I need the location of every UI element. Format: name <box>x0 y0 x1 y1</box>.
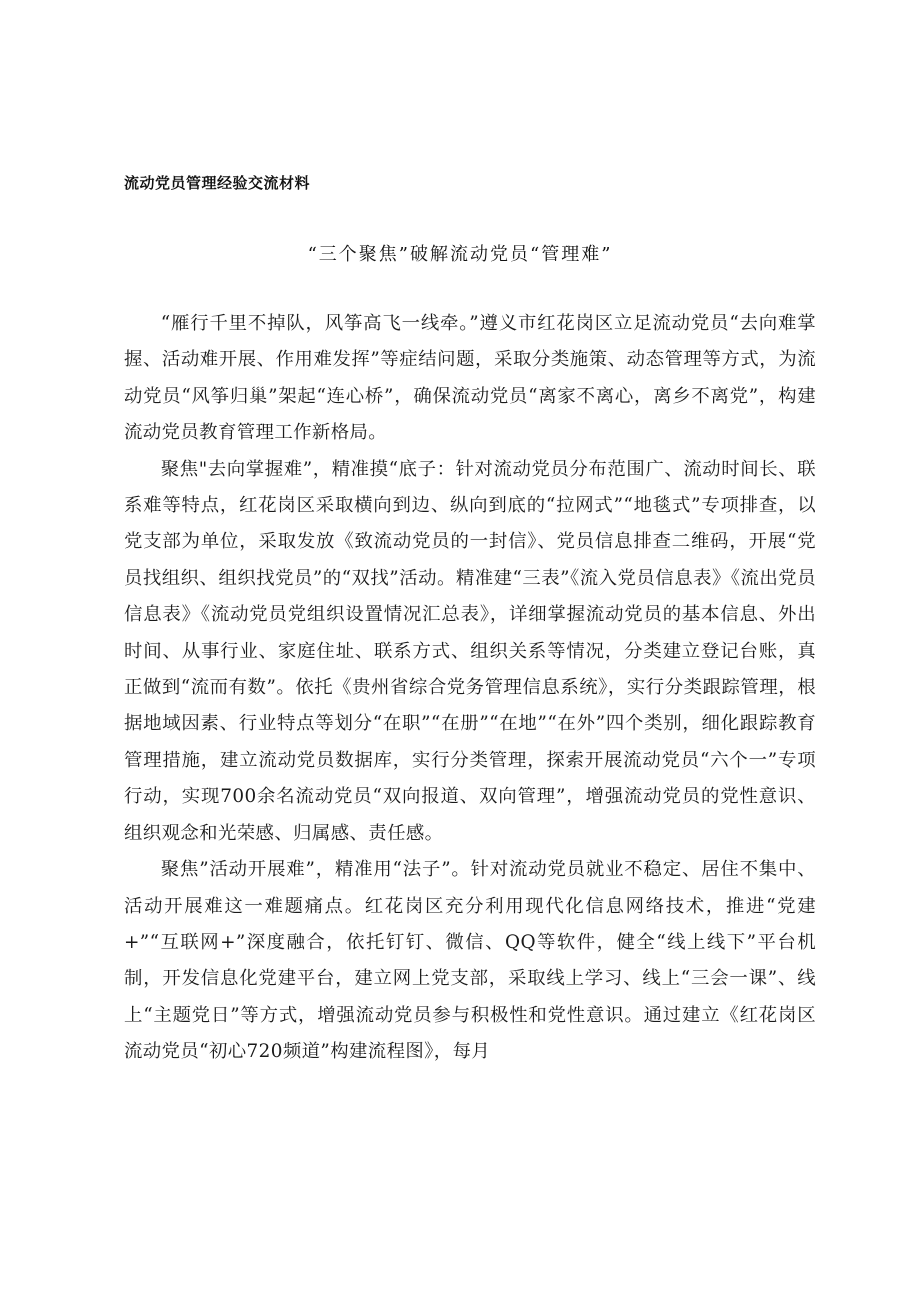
paragraph-focus-activities: 聚焦”活动开展难”，精准用“法子”。针对流动党员就业不稳定、居住不集中、活动开展难这一难题痛点。红花岗区充分利用现代化信息网络技术，推进“党建+”“互联网+”深度融合，依托钉钉、微信、QQ等软件，健全“线上线下”平台机制，开发信息化党建平台，建立网上党支部，采取线上学习、线上“三会一课”、线上“主题党日”等方式，增强流动党员参与积极性和党性意识。通过建立《红花岗区流动党员“初心720频道”构建流程图》，每月 <box>124 859 816 1063</box>
paragraph-intro: “雁行千里不掉队，风筝高飞一线牵。”遵义市红花岗区立足流动党员“去向难掌握、活动难开展、作用难发挥”等症结问题，采取分类施策、动态管理等方式，为流动党员“风筝归巢”架起“连心桥”，确保流动党员“离家不离心，离乡不离党”，构建流动党员教育管理工作新格局。 <box>124 313 816 444</box>
document-label: 流动党员管理经验交流材料 <box>124 174 311 192</box>
paragraph-focus-whereabouts: 聚焦"去向掌握难”，精准摸“底子：针对流动党员分布范围广、流动时间长、联系难等特点，红花岗区采取横向到边、纵向到底的“拉网式”“地毯式”专项排查，以党支部为单位，采取发放《致流动党员的一封信》、党员信息排查二维码，开展“党员找组织、组织找党员”的“双找”活动。精准建“三表”《流入党员信息表》《流出党员信息表》《流动党员党组织设置情况汇总表》，详细掌握流动党员的基本信息、外出时间、从事行业、家庭住址、联系方式、组织关系等情况，分类建立登记台账，真正做到“流而有数”。依托《贵州省综合党务管理信息系统》，实行分类跟踪管理，根据地域因素、行业特点等划分“在职”“在册”“在地”“在外”四个类别，细化跟踪教育管理措施，建立流动党员数据库，实行分类管理，探索开展流动党员“六个一”专项行动，实现700余名流动党员“双向报道、双向管理”，增强流动党员的党性意识、组织观念和光荣感、归属感、责任感。 <box>124 458 816 844</box>
document-body <box>124 306 816 1071</box>
document-title: “三个聚焦”破解流动党员“管理难” <box>307 244 613 265</box>
